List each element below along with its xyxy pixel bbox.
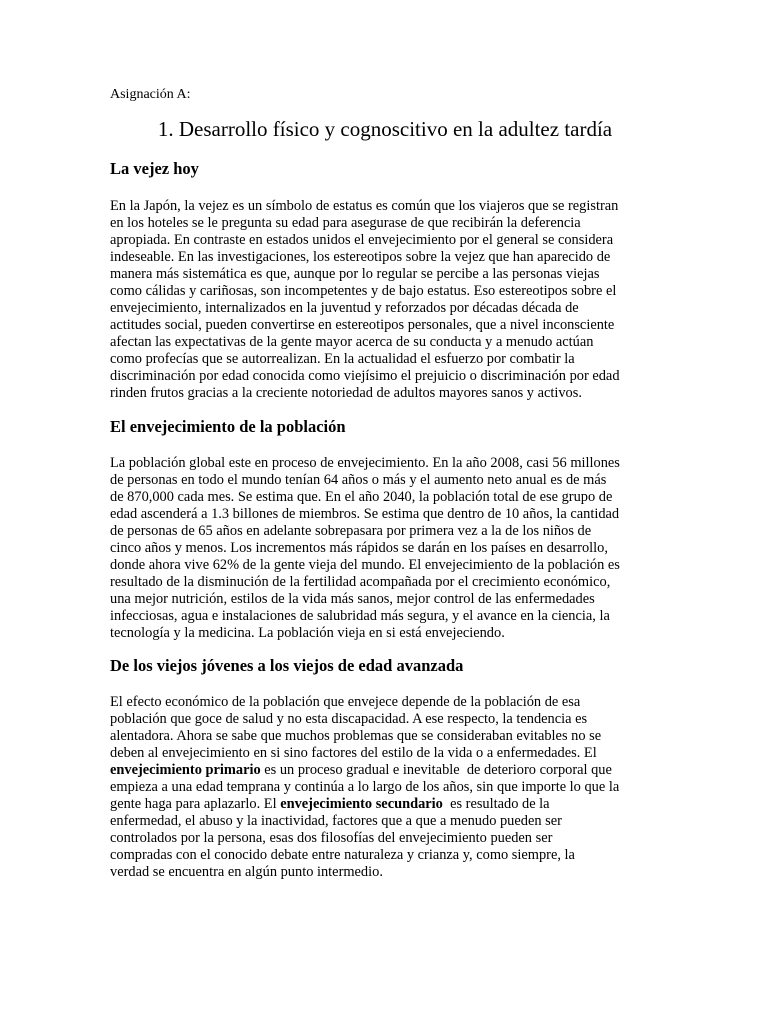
- paragraph-la-vejez-hoy: [110, 198, 662, 402]
- term-envejecimiento-secundario: envejecimiento secundario: [280, 796, 443, 812]
- paragraph-line: enfermedad, el abuso y la inactividad, factores que a que a menudo pueden ser: [110, 813, 562, 829]
- paragraph-line: verdad se encuentra en algún punto intermedio.: [110, 864, 383, 880]
- paragraph-line: manera más sistemática es que, aunque por lo regular se percibe a las personas viejas: [110, 266, 600, 282]
- paragraph-line: afectan las expectativas de la gente mayor acerca de su conducta y a menudo actúan: [110, 334, 594, 350]
- paragraph-line: La población global este en proceso de envejecimiento. En la año 2008, casi 56 millones: [110, 455, 620, 471]
- paragraph-line: compradas con el conocido debate entre naturaleza y crianza y, como siempre, la: [110, 847, 575, 863]
- paragraph-line: controlados por la persona, esas dos filosofías del envejecimiento pueden ser: [110, 830, 553, 846]
- paragraph-line: envejecimiento, internalizados en la juventud y reforzados por décadas década de: [110, 300, 579, 316]
- paragraph-line: discriminación por edad conocida como viejísimo el prejuicio o discriminación por edad: [110, 368, 620, 384]
- paragraph-line: de 870,000 cada mes. Se estima que. En el año 2040, la población total de ese grupo de: [110, 489, 613, 505]
- paragraph-text: es un proceso gradual e inevitable de deterioro corporal que: [260, 762, 612, 778]
- paragraph-line: como profecías que se autorrealizan. En la actualidad el esfuerzo por combatir la: [110, 351, 575, 367]
- paragraph-line: En la Japón, la vejez es un símbolo de estatus es común que los viajeros que se registran: [110, 198, 619, 214]
- paragraph-line: empieza a una edad temprana y continúa a lo largo de los años, sin que importe lo que la: [110, 779, 620, 795]
- paragraph-line: rinden frutos gracias a la creciente notoriedad de adultos mayores sanos y activos.: [110, 385, 582, 401]
- paragraph-line: en los hoteles se le pregunta su edad para asegurase de que recibirán la deferencia: [110, 215, 581, 231]
- paragraph-envejecimiento-poblacion: [110, 455, 662, 642]
- paragraph-line: edad ascenderá a 1.3 billones de miembros. Se estima que dentro de 10 años, la cantidad: [110, 506, 620, 522]
- paragraph-line: donde ahora vive 62% de la gente vieja del mundo. El envejecimiento de la población es: [110, 557, 620, 573]
- paragraph-line: resultado de la disminución de la fertilidad acompañada por el crecimiento económico,: [110, 574, 611, 590]
- section-heading-la-vejez-hoy: La vejez hoy: [110, 159, 199, 178]
- paragraph-line: tecnología y la medicina. La población vieja en si está envejeciendo.: [110, 625, 505, 641]
- paragraph-line: infecciosas, agua e instalaciones de salubridad más segura, y el avance en la ciencia, la: [110, 608, 610, 624]
- paragraph-line: El efecto económico de la población que envejece depende de la población de esa: [110, 694, 581, 710]
- paragraph-line: población que goce de salud y no esta discapacidad. A ese respecto, la tendencia es: [110, 711, 588, 727]
- paragraph-line: de personas en todo el mundo tenían 64 años o más y el aumento neto anual es de más: [110, 472, 607, 488]
- paragraph-line: deben al envejecimiento en si sino factores del estilo de la vida o a enfermedades. El: [110, 745, 597, 761]
- paragraph-line: actitudes social, pueden convertirse en estereotipos personales, que a nivel inconsciente: [110, 317, 615, 333]
- paragraph-line: indeseable. En las investigaciones, los estereotipos sobre la vejez que han aparecido de: [110, 249, 611, 265]
- paragraph-line: una mejor nutrición, estilos de la vida más sanos, mejor control de las enfermedades: [110, 591, 595, 607]
- paragraph-viejos-jovenes: [110, 694, 662, 881]
- paragraph-text: es resultado de la: [442, 796, 550, 812]
- paragraph-line: como cálidas y cariñosas, son incompetentes y de bajo estatus. Eso estereotipos sobre el: [110, 283, 617, 299]
- paragraph-line: alentadora. Ahora se sabe que muchos problemas que se consideraban evitables no se: [110, 728, 602, 744]
- assignment-label: Asignación A:: [110, 87, 191, 102]
- paragraph-line: [110, 796, 662, 813]
- section-heading-envejecimiento-poblacion: El envejecimiento de la población: [110, 417, 346, 436]
- paragraph-line: cinco años y menos. Los incrementos más rápidos se darán en los países en desarrollo,: [110, 540, 608, 556]
- section-heading-viejos-jovenes: De los viejos jóvenes a los viejos de edad avanzada: [110, 656, 464, 675]
- paragraph-line: apropiada. En contraste en estados unidos el envejecimiento por el general se considera: [110, 232, 614, 248]
- paragraph-line: de personas de 65 años en adelante sobrepasara por primera vez a la de los niños de: [110, 523, 592, 539]
- paragraph-line: [110, 762, 662, 779]
- paragraph-text: gente haga para aplazarlo. El: [110, 796, 281, 812]
- document-title: 1. Desarrollo físico y cognoscitivo en la adultez tardía: [157, 117, 613, 141]
- term-envejecimiento-primario: envejecimiento primario: [110, 762, 261, 778]
